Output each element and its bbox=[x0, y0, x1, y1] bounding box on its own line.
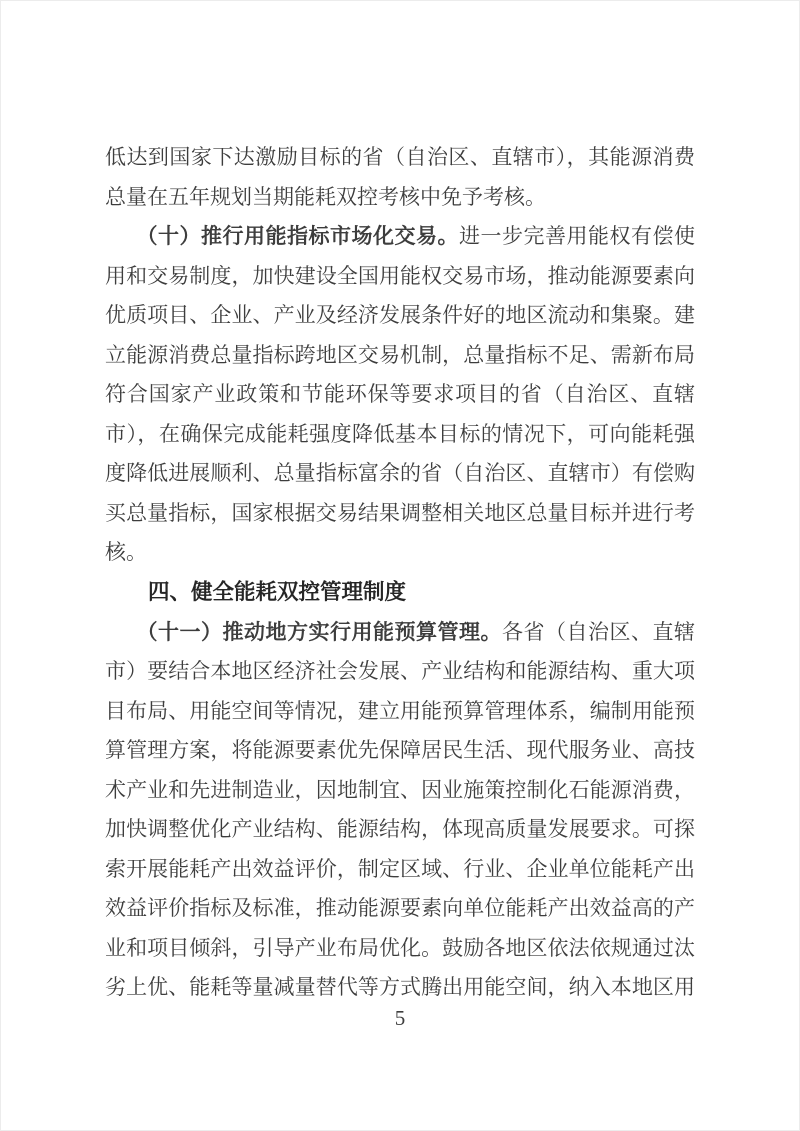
text-line bbox=[105, 850, 695, 890]
text-run: 索开展能耗产出效益评价，制定区域、行业、企业单位能耗产出 bbox=[105, 856, 695, 881]
text-run: 算管理方案，将能源要素优先保障居民生活、现代服务业、高技 bbox=[105, 738, 695, 763]
text-run: 目布局、用能空间等情况，建立用能预算管理体系，编制用能预 bbox=[105, 698, 695, 723]
text-line bbox=[105, 138, 695, 178]
text-run: 各省（自治区、直辖 bbox=[502, 619, 695, 644]
text-run: 业和项目倾斜，引导产业布局优化。鼓励各地区依法依规通过汰 bbox=[105, 935, 695, 960]
text-run: 用和交易制度，加快建设全国用能权交易市场，推动能源要素向 bbox=[105, 263, 695, 288]
text-column bbox=[105, 138, 695, 1008]
text-run: 进一步完善用能权有偿使 bbox=[459, 224, 695, 249]
page-number: 5 bbox=[394, 1006, 406, 1030]
text-line bbox=[105, 336, 695, 376]
text-run: 劣上优、能耗等量减量替代等方式腾出用能空间，纳入本地区用 bbox=[105, 975, 695, 1000]
text-run: 低达到国家下达激励目标的省（自治区、直辖市），其能源消费 bbox=[105, 145, 695, 169]
text-run: 符合国家产业政策和节能环保等要求项目的省（自治区、直辖 bbox=[105, 382, 695, 407]
text-run: 总量在五年规划当期能耗双控考核中免予考核。 bbox=[105, 184, 546, 209]
text-run: 优质项目、企业、产业及经济发展条件好的地区流动和集聚。建 bbox=[105, 303, 695, 328]
text-line bbox=[105, 494, 695, 534]
bold-text-run: 四、健全能耗双控管理制度 bbox=[148, 580, 407, 605]
bold-text-run: （十一）推动地方实行用能预算管理。 bbox=[136, 619, 502, 644]
text-line bbox=[105, 731, 695, 771]
text-line bbox=[105, 929, 695, 969]
text-line bbox=[105, 375, 695, 415]
text-line bbox=[105, 652, 695, 692]
text-line bbox=[105, 810, 695, 850]
text-line bbox=[105, 178, 695, 218]
text-line bbox=[105, 613, 695, 653]
text-line bbox=[105, 692, 695, 732]
text-run: 市）要结合本地区经济社会发展、产业结构和能源结构、重大项 bbox=[105, 659, 695, 684]
text-run: 术产业和先进制造业，因地制宜、因业施策控制化石能源消费， bbox=[105, 777, 695, 802]
text-run: 核。 bbox=[105, 540, 147, 565]
text-line bbox=[105, 296, 695, 336]
text-line bbox=[105, 415, 695, 455]
section-heading bbox=[105, 573, 695, 613]
text-run: 度降低进展顺利、总量指标富余的省（自治区、直辖市）有偿购 bbox=[105, 461, 695, 486]
text-run: 市），在确保完成能耗强度降低基本目标的情况下，可向能耗强 bbox=[105, 421, 695, 446]
text-line bbox=[105, 771, 695, 811]
text-line bbox=[105, 533, 695, 573]
text-run: 立能源消费总量指标跨地区交易机制，总量指标不足、需新布局 bbox=[105, 342, 695, 367]
text-run: 买总量指标，国家根据交易结果调整相关地区总量目标并进行考 bbox=[105, 500, 695, 525]
text-line bbox=[105, 257, 695, 297]
text-line bbox=[105, 889, 695, 929]
text-run: 效益评价指标及标准，推动能源要素向单位能耗产出效益高的产 bbox=[105, 896, 695, 921]
text-line bbox=[105, 217, 695, 257]
bold-text-run: （十）推行用能指标市场化交易。 bbox=[136, 224, 459, 249]
text-line bbox=[105, 454, 695, 494]
text-run: 加快调整优化产业结构、能源结构，体现高质量发展要求。可探 bbox=[105, 817, 695, 842]
